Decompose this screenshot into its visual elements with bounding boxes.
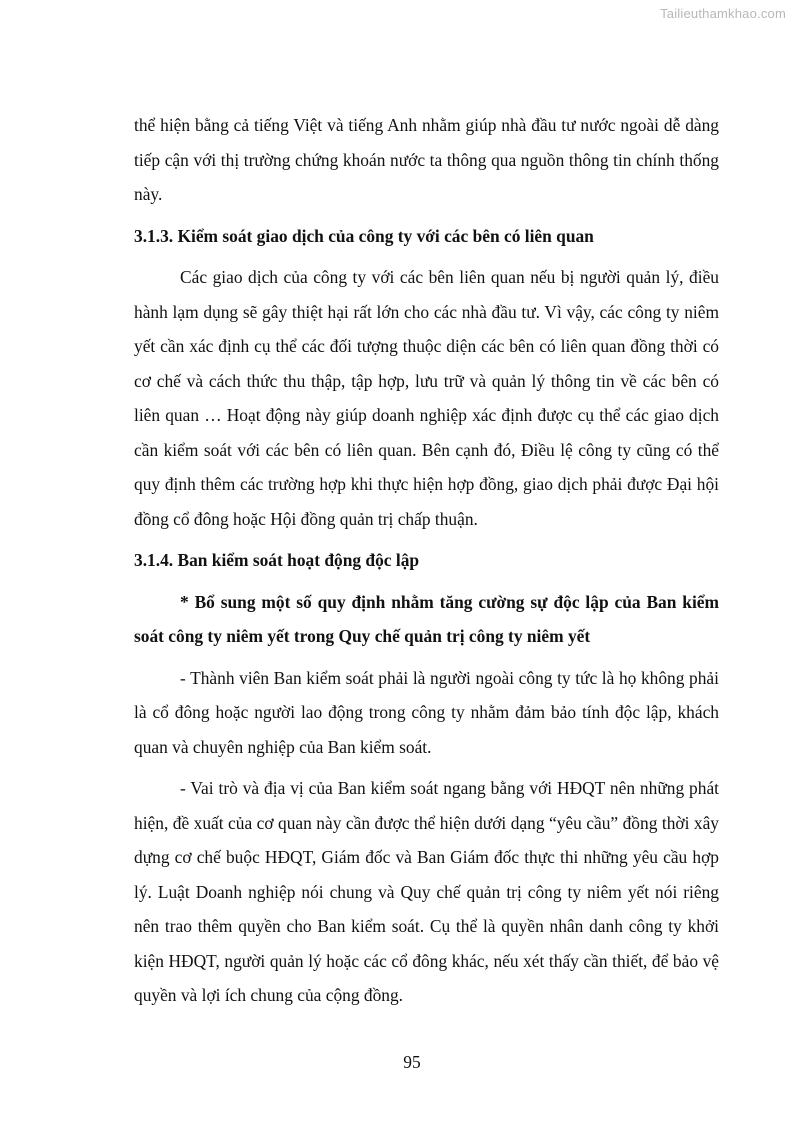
paragraph-bullet-role: - Vai trò và địa vị của Ban kiểm soát ngang bằng với HĐQT nên những phát hiện, đề xuất của cơ quan này cần được thể hiện dưới dạng “yêu cầu” đồng thời xây dựng cơ chế buộc HĐQT, Giám đốc và Ban Giám đốc thực thi những yêu cầu hợp lý. Luật Doanh nghiệp nói chung và Quy chế quản trị công ty niêm yết nói riêng nên trao thêm quyền cho Ban kiểm soát. Cụ thể là quyền nhân danh công ty khởi kiện HĐQT, người quản lý hoặc các cổ đông khác, nếu xét thấy cần thiết, để bảo vệ quyền và lợi ích chung của cộng đồng. <box>134 778 719 1005</box>
paragraph-bold-subheading: * Bổ sung một số quy định nhằm tăng cường sự độc lập của Ban kiểm soát công ty niêm yết trong Quy chế quản trị công ty niêm yết <box>134 591 719 646</box>
section-heading-3-1-3: 3.1.3. Kiểm soát giao dịch của công ty với các bên có liên quan <box>134 225 594 246</box>
page-body <box>134 108 719 1013</box>
watermark: Tailieuthamkhao.com <box>660 6 786 21</box>
section-heading-3-1-4: 3.1.4. Ban kiểm soát hoạt động độc lập <box>134 550 420 570</box>
paragraph-continuation: thể hiện bằng cả tiếng Việt và tiếng Anh nhằm giúp nhà đầu tư nước ngoài dễ dàng tiếp cận với thị trường chứng khoán nước ta thông qua nguồn thông tin chính thống này. <box>134 115 719 204</box>
page-number: 95 <box>403 1052 421 1072</box>
paragraph-related-party-transactions: Các giao dịch của công ty với các bên liên quan nếu bị người quản lý, điều hành lạm dụng sẽ gây thiệt hại rất lớn cho các nhà đầu tư. Vì vậy, các công ty niêm yết cần xác định cụ thể các đối tượng thuộc diện các bên có liên quan đồng thời có cơ chế và cách thức thu thập, tập hợp, lưu trữ và quản lý thông tin về các bên có liên quan … Hoạt động này giúp doanh nghiệp xác định được cụ thể các giao dịch cần kiểm soát với các bên có liên quan. Bên cạnh đó, Điều lệ công ty cũng có thể quy định thêm các trường hợp khi thực hiện hợp đồng, giao dịch phải được Đại hội đồng cổ đông hoặc Hội đồng quản trị chấp thuận. <box>134 267 719 529</box>
paragraph-bullet-members: - Thành viên Ban kiểm soát phải là người ngoài công ty tức là họ không phải là cổ đông hoặc người lao động trong công ty nhằm đảm bảo tính độc lập, khách quan và chuyên nghiệp của Ban kiểm soát. <box>134 667 719 757</box>
